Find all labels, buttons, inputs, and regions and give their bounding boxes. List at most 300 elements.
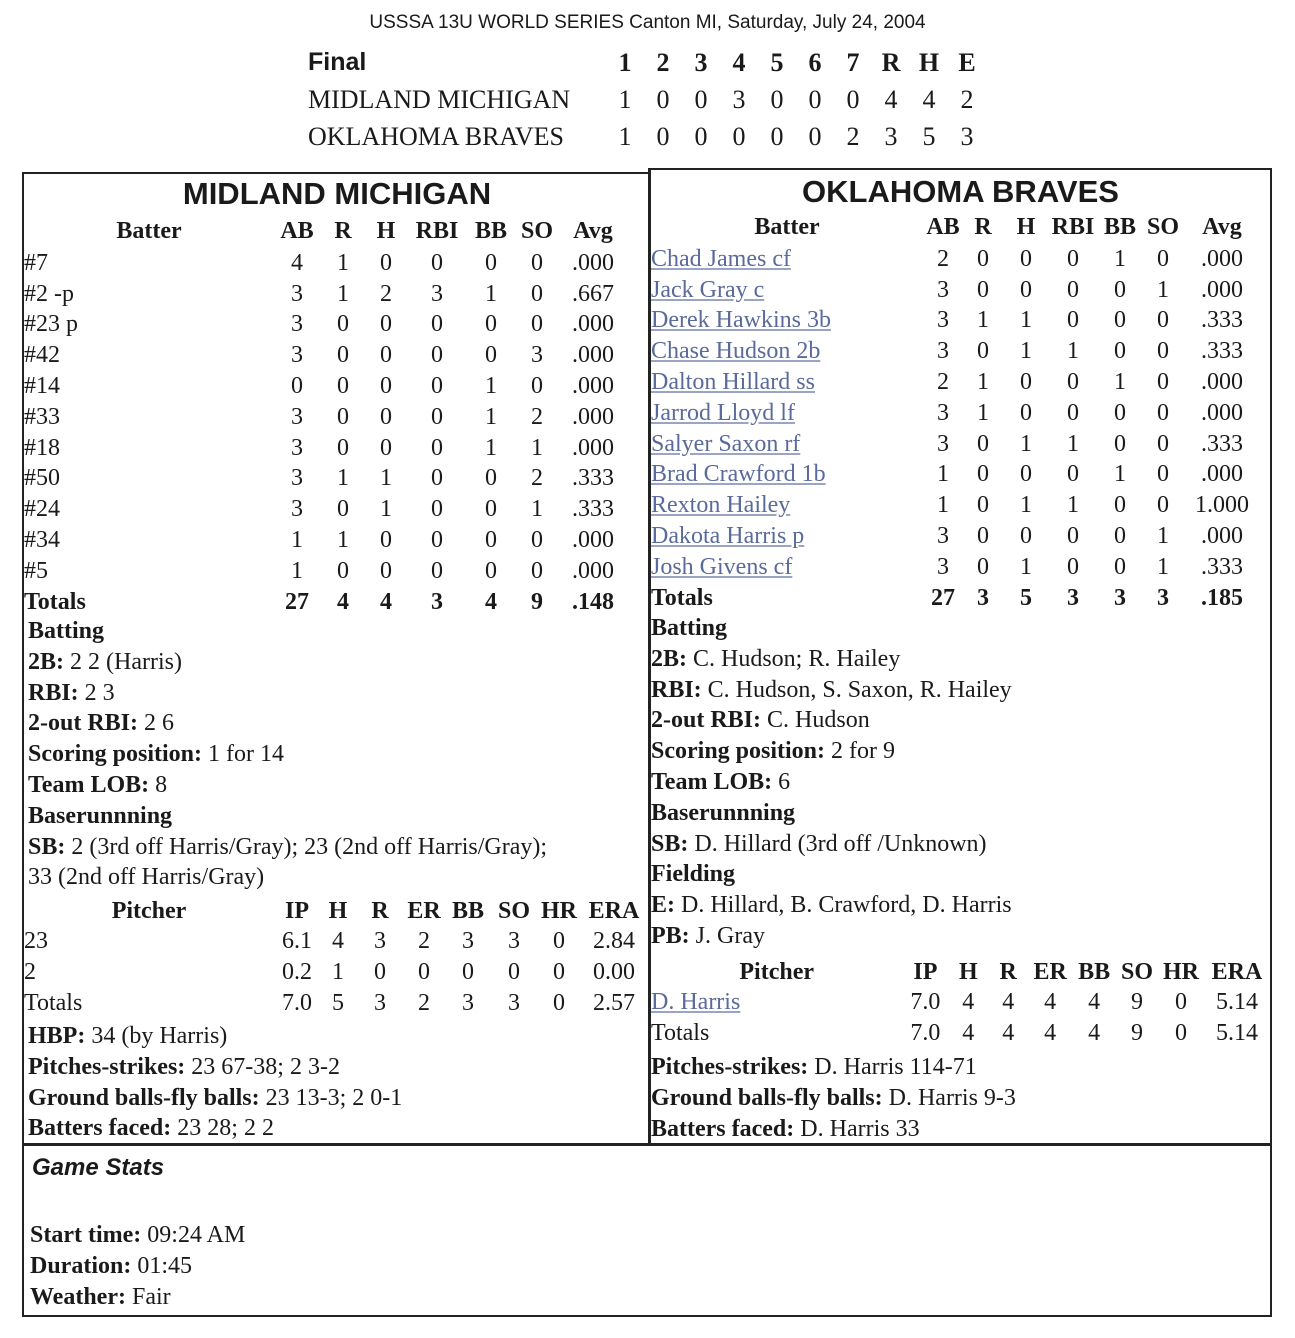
note-text: 34 (by Harris) [85, 1023, 228, 1049]
stat-cell [582, 926, 646, 957]
note-line [651, 829, 1012, 860]
cell-text: 0 [1067, 245, 1079, 272]
note-line [28, 801, 547, 832]
cell-text: .000 [572, 249, 614, 276]
stat-cell [320, 556, 366, 587]
batter-row [651, 490, 1261, 521]
linescore-cell: 0 [694, 84, 708, 114]
batter-name [24, 525, 274, 556]
batter-name [24, 279, 274, 310]
note-line [28, 770, 547, 801]
totals-row [651, 583, 1261, 614]
stat-cell [320, 279, 366, 310]
column-header: HR [1163, 958, 1199, 985]
cell-text: 3 [462, 990, 474, 1016]
stat-cell [988, 1018, 1028, 1049]
stat-cell [468, 402, 514, 433]
linescore-row [308, 118, 986, 155]
stat-cell [406, 371, 468, 402]
stat-cell [514, 525, 560, 556]
linescore-header-cell: 7 [846, 47, 860, 77]
cell-text: 0 [1114, 553, 1126, 580]
stat-cell [923, 244, 963, 275]
stat-cell [1097, 306, 1143, 337]
note-text: 23 67-38; 2 3-2 [185, 1053, 340, 1080]
cell-text: 0 [485, 527, 497, 554]
stat-cell [1049, 244, 1097, 275]
stat-cell [406, 494, 468, 525]
batter-row [24, 464, 626, 495]
stat-cell [1097, 398, 1143, 429]
stat-cell [963, 336, 1003, 367]
stat-cell [320, 371, 366, 402]
note-label: PB: [651, 922, 690, 949]
player-link[interactable]: Josh Givens cf [651, 553, 793, 580]
totals-cell: .148 [572, 588, 614, 615]
stat-cell [948, 987, 988, 1018]
cell-text: 0 [380, 557, 392, 584]
note-label: 2B: [28, 648, 64, 675]
batter-name [24, 248, 274, 279]
batter-name [651, 367, 923, 398]
column-header: BB [451, 897, 484, 924]
cell-text: 9 [1131, 1020, 1144, 1046]
cell-text: 0 [380, 311, 392, 338]
cell-text: 1 [337, 280, 349, 307]
batter-row [651, 275, 1261, 306]
note-line [28, 678, 547, 709]
cell-text: 3 [937, 307, 949, 334]
cell-text: 0 [1067, 461, 1079, 488]
column-header: SO [520, 217, 553, 244]
cell-text: 0 [1157, 492, 1169, 519]
stat-cell [320, 525, 366, 556]
stat-cell [1049, 429, 1097, 460]
cell-text: 1 [1020, 492, 1032, 519]
stat-cell [1003, 490, 1049, 521]
cell-text: .000 [1201, 276, 1243, 303]
stat-cell [274, 494, 320, 525]
pitching-header-row [24, 896, 646, 926]
batter-name [651, 306, 923, 337]
duration-label: Duration: [30, 1253, 132, 1279]
linescore-header-cell: 1 [618, 47, 632, 77]
batter-name [651, 521, 923, 552]
note-text: 33 (2nd off Harris/Gray) [28, 864, 265, 891]
column-header: ER [1033, 958, 1067, 985]
cell-text: 0 [531, 249, 543, 276]
stat-cell [366, 248, 406, 279]
cell-text: 1 [1114, 369, 1126, 396]
cell-text: .000 [572, 403, 614, 430]
stat-cell [1143, 306, 1183, 337]
cell-text: 1 [291, 527, 303, 554]
note-label: Pitches-strikes: [651, 1054, 809, 1080]
stat-cell [1143, 552, 1183, 583]
stat-cell [1143, 244, 1183, 275]
cell-text: 1 [1114, 461, 1126, 488]
stat-cell [274, 402, 320, 433]
cell-text: 0 [431, 249, 443, 276]
stat-cell [366, 525, 406, 556]
cell-text: 0 [1067, 523, 1079, 550]
cell-text: 0 [977, 492, 989, 519]
stat-cell [320, 310, 366, 341]
cell-text: 0 [977, 245, 989, 272]
cell-text: 1 [1157, 523, 1169, 550]
stat-cell [1097, 552, 1143, 583]
stat-cell [1097, 244, 1143, 275]
cell-text: 1 [337, 465, 349, 492]
cell-text: .000 [572, 311, 614, 338]
stat-cell [963, 367, 1003, 398]
stat-cell [582, 988, 646, 1019]
cell-text: 0 [531, 527, 543, 554]
cell-text: #42 [24, 342, 60, 369]
cell-text: #18 [24, 434, 60, 461]
cell-text: 0 [977, 553, 989, 580]
stat-cell [1204, 987, 1270, 1018]
note-line [651, 859, 1012, 890]
linescore-cell: 0 [770, 84, 784, 114]
cell-text: 0 [1114, 399, 1126, 426]
column-header: H [376, 217, 396, 244]
weather-label: Weather: [30, 1284, 126, 1310]
cell-text: 0 [431, 342, 443, 369]
note-label: 2-out RBI: [28, 710, 139, 737]
stat-cell [1143, 490, 1183, 521]
stat-cell [1003, 398, 1049, 429]
duration-line [30, 1253, 192, 1280]
cell-text: 0 [531, 280, 543, 307]
column-header: ERA [588, 897, 640, 924]
stat-cell [468, 248, 514, 279]
cell-text: 1 [1157, 553, 1169, 580]
note-line [651, 1114, 1016, 1145]
linescore-cell: 0 [656, 121, 670, 151]
note-line [651, 767, 1012, 798]
cell-text: 4 [1044, 1020, 1057, 1046]
stat-cell [356, 988, 404, 1019]
cell-text: 2 [937, 245, 949, 272]
cell-text: 3 [531, 342, 543, 369]
column-header: RBI [415, 217, 459, 244]
stat-cell [468, 279, 514, 310]
batter-name [651, 429, 923, 460]
stat-cell [1003, 306, 1049, 337]
batting-header-row [24, 214, 626, 248]
cell-text: 0 [1114, 492, 1126, 519]
stat-cell [1183, 460, 1261, 491]
cell-text: 1 [485, 403, 497, 430]
cell-text: Totals [651, 1020, 710, 1046]
note-text: 2 2 (Harris) [64, 648, 182, 675]
cell-text: 4 [1044, 989, 1057, 1015]
pitching-table [651, 957, 1270, 1049]
stat-cell [492, 988, 536, 1019]
stat-cell [1003, 336, 1049, 367]
totals-label: Totals [24, 588, 86, 615]
player-link[interactable]: Derek Hawkins 3b [651, 307, 831, 334]
cell-text: #50 [24, 465, 60, 492]
cell-text: 0 [1114, 523, 1126, 550]
stat-cell [1049, 275, 1097, 306]
cell-text: 3 [291, 434, 303, 461]
totals-cell: 27 [285, 588, 309, 615]
linescore-header [308, 44, 986, 81]
note-label: Ground balls-fly balls: [651, 1084, 883, 1111]
player-link[interactable]: Chase Hudson 2b [651, 338, 821, 365]
batter-row [651, 398, 1261, 429]
cell-text: 0 [1067, 369, 1079, 396]
pitcher-row [651, 987, 1270, 1018]
stat-cell [468, 556, 514, 587]
cell-text: 3 [291, 342, 303, 369]
cell-text: #34 [24, 527, 60, 554]
cell-text: .000 [572, 373, 614, 400]
column-header: BB [1078, 958, 1111, 985]
cell-text: 1 [380, 465, 392, 492]
cell-text: 3 [937, 276, 949, 303]
note-text: 8 [149, 771, 168, 798]
stat-cell [923, 429, 963, 460]
start-time-line [30, 1222, 245, 1249]
stat-cell [468, 340, 514, 371]
stat-cell [1097, 367, 1143, 398]
player-link[interactable]: Dalton Hillard ss [651, 369, 815, 396]
cell-text: 0 [531, 373, 543, 400]
linescore-header-cell: 6 [808, 47, 822, 77]
cell-text: 0 [553, 928, 565, 954]
stat-cell [274, 371, 320, 402]
player-link[interactable]: Chad James cf [651, 245, 791, 272]
stat-cell [582, 957, 646, 988]
stat-cell [320, 957, 356, 988]
cell-text: 1 [485, 434, 497, 461]
column-header: BB [474, 217, 507, 244]
cell-text: 0 [1114, 430, 1126, 457]
stat-cell [366, 556, 406, 587]
note-label: SB: [651, 830, 689, 857]
cell-text: #7 [24, 249, 48, 276]
totals-cell: 3 [1114, 584, 1126, 611]
stat-cell [536, 988, 582, 1019]
stat-cell [514, 464, 560, 495]
stat-cell [514, 248, 560, 279]
stat-cell [406, 525, 468, 556]
stat-cell [1072, 1018, 1116, 1049]
batter-row [651, 244, 1261, 275]
cell-text: 1.000 [1195, 492, 1249, 519]
stat-cell [963, 521, 1003, 552]
page-title: USSSA 13U WORLD SERIES Canton MI, Saturday, July 24, 2004 [369, 12, 926, 33]
player-link[interactable]: Jarrod Lloyd lf [651, 399, 795, 426]
stat-cell [963, 460, 1003, 491]
stat-cell [1143, 275, 1183, 306]
column-header: H [328, 897, 348, 924]
cell-text: 0 [1157, 245, 1169, 272]
batter-row [24, 402, 626, 433]
note-line [651, 613, 1012, 644]
cell-text: #24 [24, 496, 60, 523]
cell-text: .000 [572, 342, 614, 369]
cell-text: 1 [337, 249, 349, 276]
stat-cell [468, 433, 514, 464]
player-link[interactable]: Jack Gray c [651, 276, 765, 303]
linescore-cell: 0 [694, 121, 708, 151]
totals-cell: 9 [531, 588, 543, 615]
cell-text: 5.14 [1215, 1020, 1258, 1046]
cell-text: 0 [531, 557, 543, 584]
cell-text: 0 [337, 557, 349, 584]
team-name: OKLAHOMA BRAVES [308, 121, 564, 151]
cell-text: 3 [937, 553, 949, 580]
stat-cell [1183, 275, 1261, 306]
stat-cell [406, 340, 468, 371]
column-header: BB [1103, 213, 1136, 240]
cell-text: 0 [1157, 430, 1169, 457]
totals-row [651, 1018, 1270, 1049]
pitcher-row [24, 957, 646, 988]
cell-text: 2.57 [593, 990, 635, 1016]
stat-cell [404, 988, 444, 1019]
cell-text: 1 [937, 461, 949, 488]
stat-cell [560, 525, 626, 556]
note-text: J. Gray [689, 922, 765, 949]
column-header: Avg [1202, 213, 1242, 240]
weather-line [30, 1284, 171, 1311]
cell-text: 0 [1157, 399, 1169, 426]
stat-cell [1049, 398, 1097, 429]
cell-text: 1 [937, 492, 949, 519]
stat-cell [963, 398, 1003, 429]
note-label: Scoring position: [28, 741, 203, 768]
totals-cell: 3 [1157, 584, 1169, 611]
cell-text: 4 [1088, 1020, 1101, 1046]
cell-text: 0 [380, 342, 392, 369]
stat-cell [366, 371, 406, 402]
cell-text: Totals [24, 990, 83, 1016]
totals-cell: 27 [931, 584, 955, 611]
column-header: SO [497, 897, 530, 924]
cell-text: 0 [977, 523, 989, 550]
player-link[interactable]: Brad Crawford 1b [651, 461, 826, 488]
cell-text: 1 [485, 280, 497, 307]
cell-text: 1 [332, 959, 344, 985]
team-name: MIDLAND MICHIGAN [308, 84, 571, 114]
stat-cell [988, 987, 1028, 1018]
column-header: RBI [1051, 213, 1095, 240]
note-label: Ground balls-fly balls: [28, 1084, 260, 1111]
note-line [28, 616, 547, 647]
cell-text: .000 [1201, 369, 1243, 396]
stat-cell [444, 957, 492, 988]
player-link[interactable]: D. Harris [651, 989, 741, 1015]
linescore-cell: 0 [846, 84, 860, 114]
stat-cell [1097, 275, 1143, 306]
note-label: Batters faced: [651, 1115, 795, 1142]
stat-cell [1049, 306, 1097, 337]
stat-cell [492, 926, 536, 957]
stat-cell [320, 340, 366, 371]
linescore-cell: 4 [884, 84, 898, 114]
cell-text: 3 [374, 928, 386, 954]
note-line [28, 1113, 402, 1144]
stat-cell [468, 464, 514, 495]
duration-value: 01:45 [131, 1253, 193, 1279]
batter-name [24, 494, 274, 525]
note-text: 23 28; 2 2 [171, 1115, 274, 1142]
note-label: Team LOB: [651, 768, 773, 795]
note-line [651, 1083, 1016, 1114]
stat-cell [560, 433, 626, 464]
batter-row [24, 340, 626, 371]
cell-text: 0 [531, 311, 543, 338]
cell-text: 1 [531, 496, 543, 523]
stat-cell [923, 490, 963, 521]
stat-cell [1143, 398, 1183, 429]
pitching-notes [651, 1052, 1016, 1144]
note-label: Batting [651, 615, 728, 641]
stat-cell [560, 371, 626, 402]
stat-cell [1049, 552, 1097, 583]
batter-row [24, 248, 626, 279]
stat-cell [1003, 429, 1049, 460]
cell-text: 0 [1114, 338, 1126, 365]
cell-text: 0 [485, 557, 497, 584]
cell-text: .000 [1201, 523, 1243, 550]
column-header: AB [926, 213, 960, 240]
column-header: Pitcher [739, 958, 814, 985]
batter-row [651, 429, 1261, 460]
batting-header-row [651, 210, 1261, 244]
batter-row [651, 460, 1261, 491]
stat-cell [560, 279, 626, 310]
stat-cell [1097, 490, 1143, 521]
pitching-header-row [651, 957, 1270, 987]
stat-cell [274, 279, 320, 310]
cell-text: 5 [332, 990, 344, 1016]
batter-name [24, 464, 274, 495]
stat-cell [514, 371, 560, 402]
game-stats-title: Game Stats [32, 1154, 165, 1181]
note-label: Baserunnning [28, 802, 173, 829]
note-label: HBP: [28, 1023, 86, 1049]
note-label: Batting [28, 618, 105, 644]
cell-text: 0 [1067, 553, 1079, 580]
note-text: 1 for 14 [202, 741, 285, 768]
player-link[interactable]: Dakota Harris p [651, 523, 805, 550]
batter-row [651, 306, 1261, 337]
cell-text: 0 [337, 403, 349, 430]
cell-text: 4 [1002, 989, 1015, 1015]
stat-cell [902, 987, 948, 1018]
player-link[interactable]: Salyer Saxon rf [651, 430, 801, 457]
stat-cell [963, 306, 1003, 337]
note-line [651, 798, 1012, 829]
cell-text: 5.14 [1215, 989, 1258, 1015]
cell-text: 1 [1020, 430, 1032, 457]
cell-text: 0 [418, 959, 430, 985]
note-text: 2 (3rd off Harris/Gray); 23 (2nd off Harris/Gray); [65, 833, 547, 860]
cell-text: 4 [291, 249, 303, 276]
weather-value: Fair [125, 1284, 171, 1310]
player-link[interactable]: Rexton Hailey [651, 492, 791, 519]
stat-cell [923, 521, 963, 552]
cell-text: 0 [431, 311, 443, 338]
cell-text: 1 [291, 557, 303, 584]
stat-cell [1028, 987, 1072, 1018]
